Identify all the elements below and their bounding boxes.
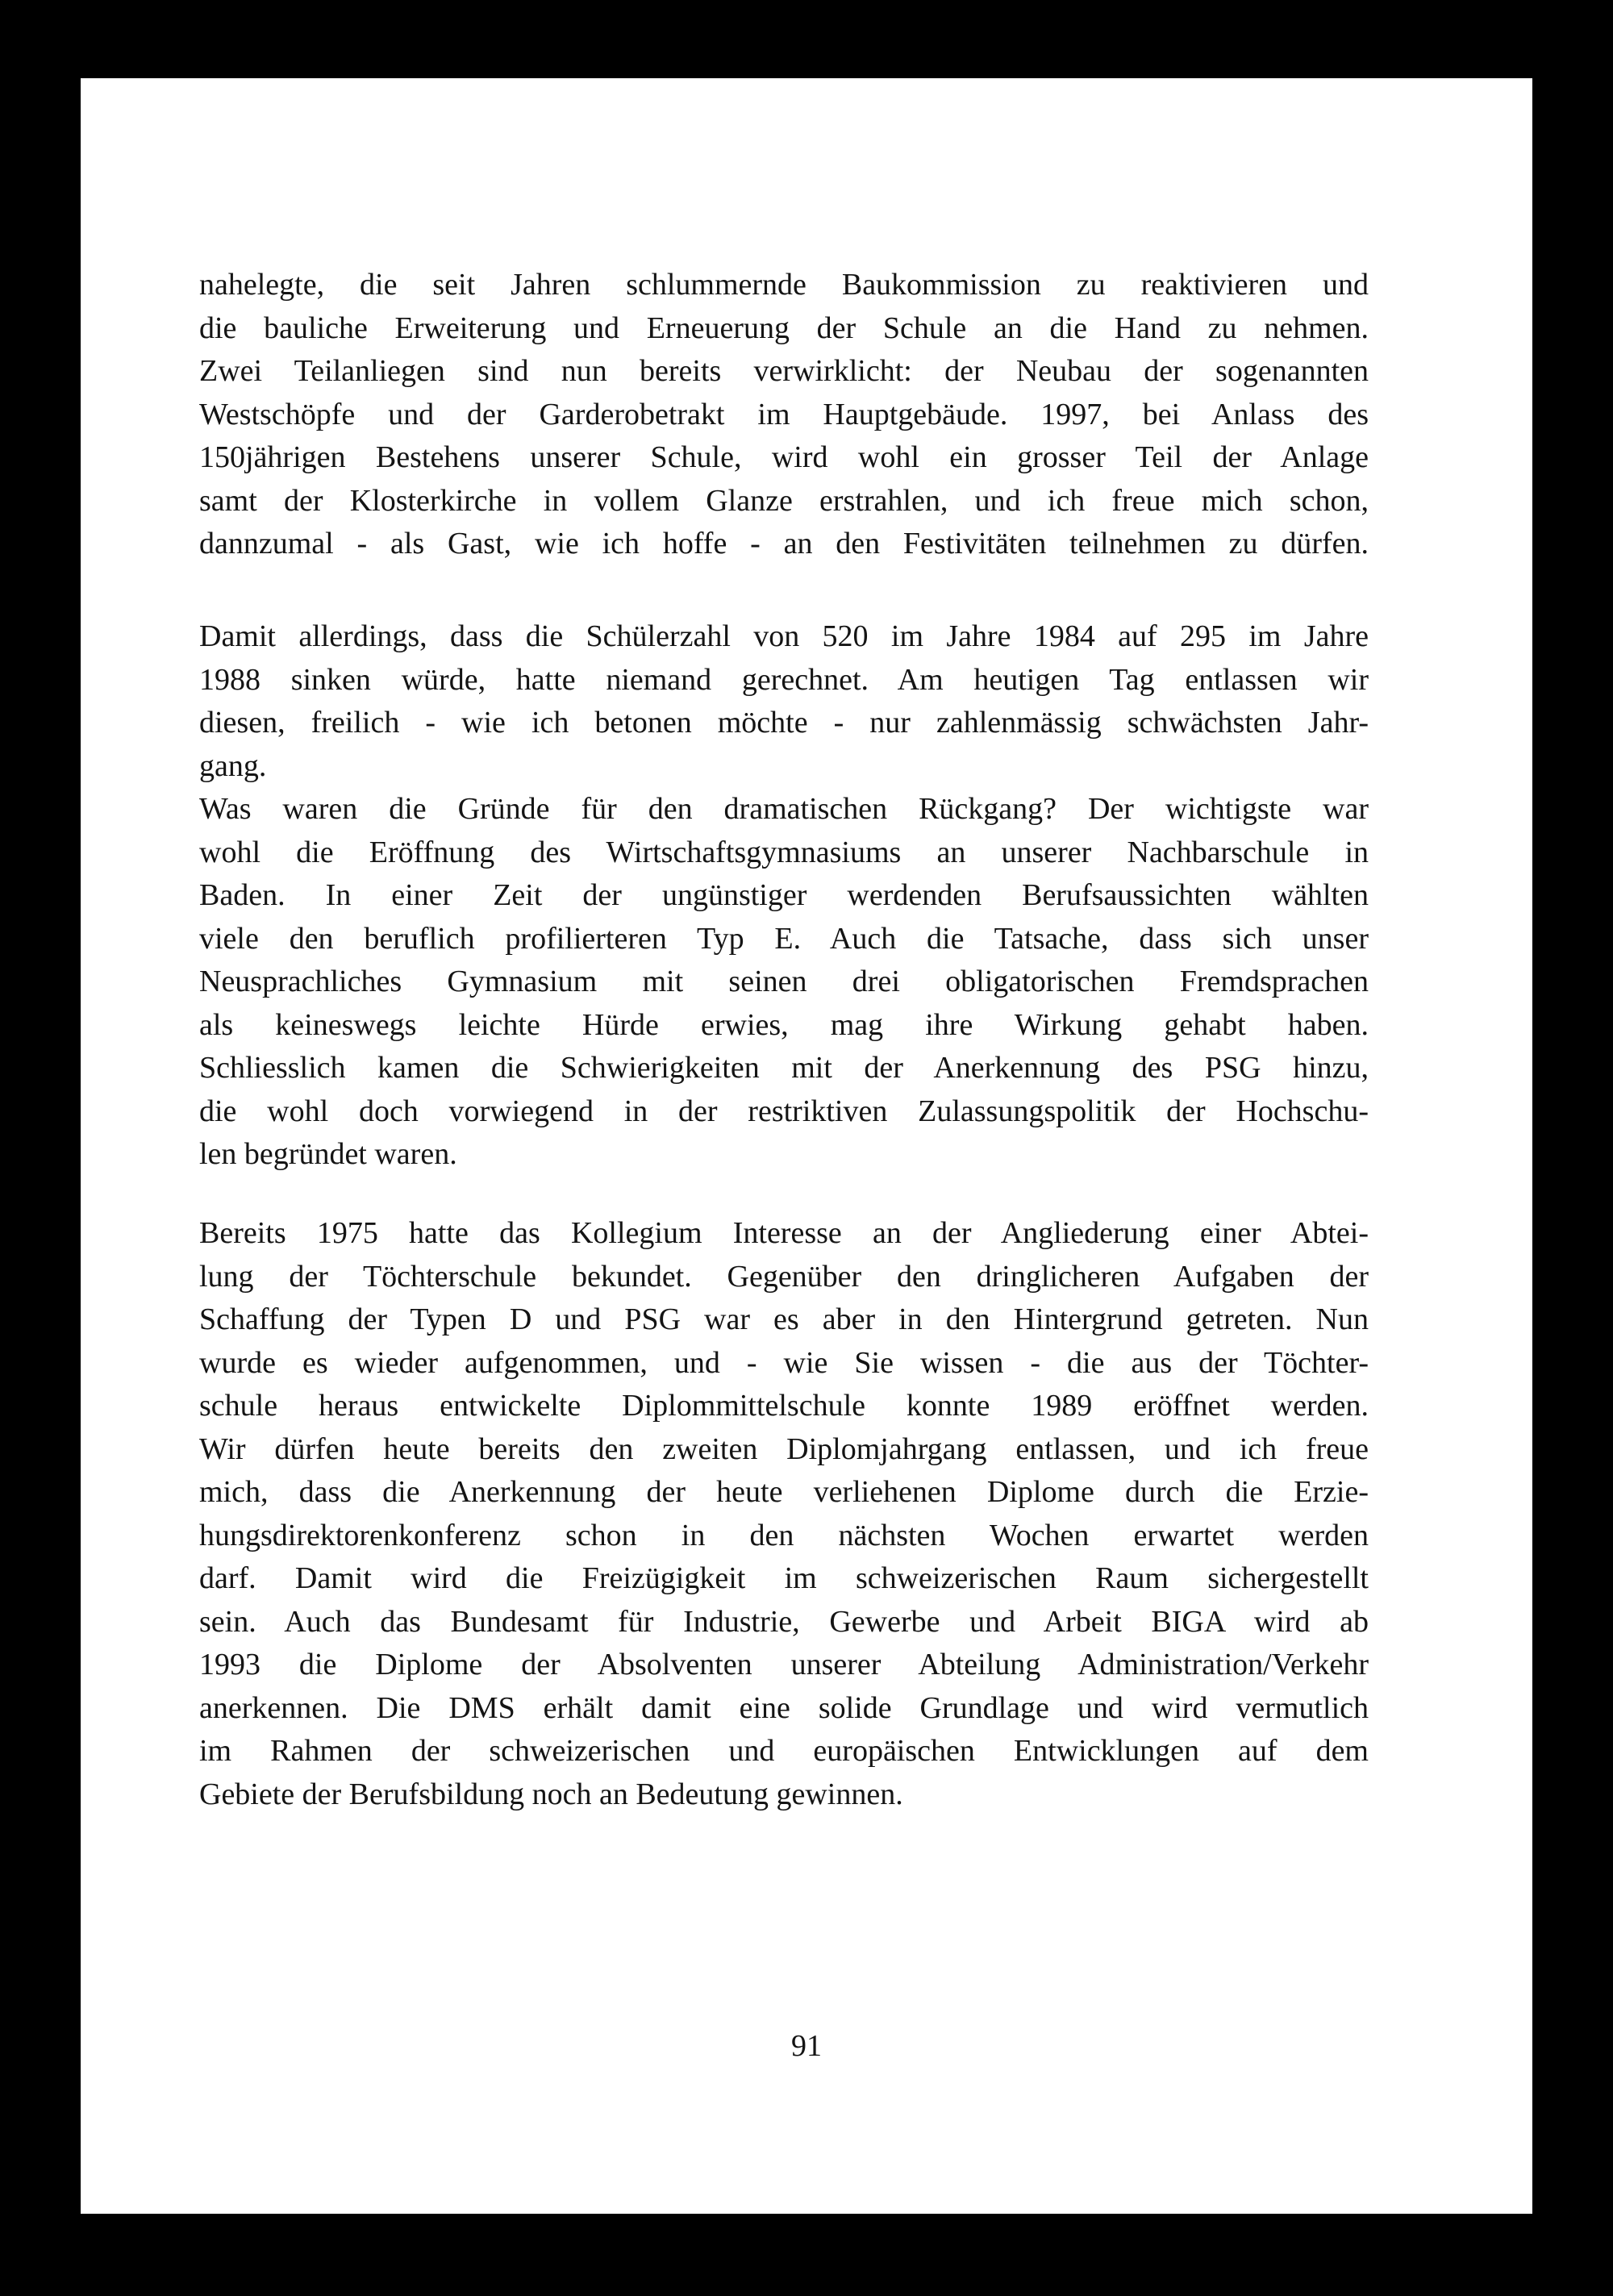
text-line: schule heraus entwickelte Diplommittelschule konnte 1989 eröffnet werden. xyxy=(199,1389,1369,1423)
text-line: die bauliche Erweiterung und Erneuerung der Schule an die Hand zu nehmen. xyxy=(199,310,1369,345)
text-line: Gebiete der Berufsbildung noch an Bedeutung gewinnen. xyxy=(199,1777,903,1811)
text-line: darf. Damit wird die Freizügigkeit im schweizerischen Raum sichergestellt xyxy=(199,1561,1369,1595)
text-line: gang. xyxy=(199,748,267,783)
paragraph-2 xyxy=(199,615,1369,1177)
text-line: wurde es wieder aufgenommen, und - wie Sie wissen - die aus der Töchter- xyxy=(199,1345,1369,1380)
text-line: Schaffung der Typen D und PSG war es aber in den Hintergrund getreten. Nun xyxy=(199,1302,1369,1336)
paragraph-1 xyxy=(199,264,1369,566)
text-line: dannzumal - als Gast, wie ich hoffe - an den Festivitäten teilnehmen zu dürfen. xyxy=(199,527,1369,560)
text-line: im Rahmen der schweizerischen und europäischen Entwicklungen auf dem xyxy=(199,1734,1369,1768)
text-line: Was waren die Gründe für den dramatischen Rückgang? Der wichtigste war xyxy=(199,792,1369,826)
text-line: anerkennen. Die DMS erhält damit eine solide Grundlage und wird vermutlich xyxy=(199,1690,1369,1725)
text-line: Westschöpfe und der Garderobetrakt im Hauptgebäude. 1997, bei Anlass des xyxy=(199,397,1369,431)
text-line: diesen, freilich - wie ich betonen möchte - nur zahlenmässig schwächsten Jahr- xyxy=(199,706,1369,740)
document-page xyxy=(81,78,1532,2214)
text-line: viele den beruflich profilierteren Typ E. Auch die Tatsache, dass sich unser xyxy=(199,921,1369,956)
text-line: Baden. In einer Zeit der ungünstiger werdenden Berufsaussichten wählten xyxy=(199,878,1369,912)
text-line: samt der Klosterkirche in vollem Glanze erstrahlen, und ich freue mich schon, xyxy=(199,483,1369,518)
paragraph-3 xyxy=(199,1212,1369,1816)
page-number: 91 xyxy=(791,2029,822,2063)
text-line: als keineswegs leichte Hürde erwies, mag ihre Wirkung gehabt haben. xyxy=(199,1007,1369,1042)
text-line: die wohl doch vorwiegend in der restriktiven Zulassungspolitik der Hochschu- xyxy=(199,1094,1369,1128)
text-line: 1993 die Diplome der Absolventen unserer Abteilung Administration/Verkehr xyxy=(199,1648,1369,1681)
text-line: lung der Töchterschule bekundet. Gegenüber den dringlicheren Aufgaben der xyxy=(199,1259,1369,1294)
text-line: nahelegte, die seit Jahren schlummernde Baukommission zu reaktivieren und xyxy=(199,268,1369,302)
text-line: Wir dürfen heute bereits den zweiten Diplomjahrgang entlassen, und ich freue xyxy=(199,1431,1369,1466)
text-line: Neusprachliches Gymnasium mit seinen drei obligatorischen Fremdsprachen xyxy=(199,965,1369,998)
text-line: Zwei Teilanliegen sind nun bereits verwirklicht: der Neubau der sogenannten xyxy=(199,354,1369,388)
text-line: wohl die Eröffnung des Wirtschaftsgymnasiums an unserer Nachbarschule in xyxy=(199,835,1369,869)
text-line: Bereits 1975 hatte das Kollegium Interesse an der Angliederung einer Abtei- xyxy=(199,1216,1369,1250)
text-line: hungsdirektorenkonferenz schon in den nächsten Wochen erwartet werden xyxy=(199,1518,1369,1552)
text-line: Damit allerdings, dass die Schülerzahl von 520 im Jahre 1984 auf 295 im Jahre xyxy=(199,619,1369,653)
text-line: len begründet waren. xyxy=(199,1137,457,1171)
text-line: 1988 sinken würde, hatte niemand gerechnet. Am heutigen Tag entlassen wir xyxy=(199,662,1369,697)
text-line: 150jährigen Bestehens unserer Schule, wird wohl ein grosser Teil der Anlage xyxy=(199,440,1369,474)
text-line: mich, dass die Anerkennung der heute verliehenen Diplome durch die Erzie- xyxy=(199,1475,1369,1509)
text-line: sein. Auch das Bundesamt für Industrie, Gewerbe und Arbeit BIGA wird ab xyxy=(199,1604,1369,1639)
text-line: Schliesslich kamen die Schwierigkeiten mit der Anerkennung des PSG hinzu, xyxy=(199,1051,1369,1085)
